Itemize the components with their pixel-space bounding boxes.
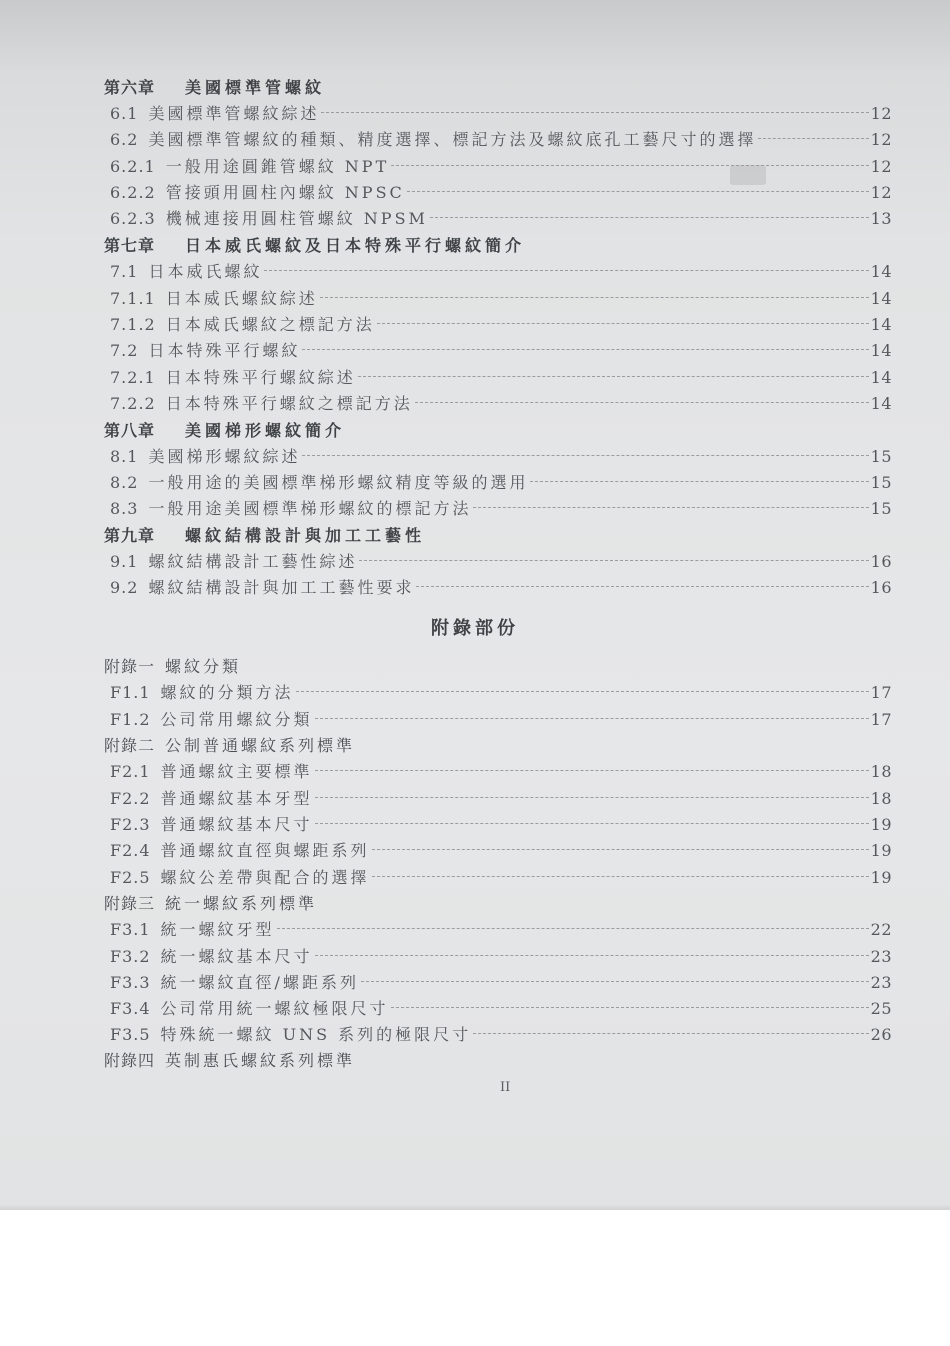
- entry-number: 附錄四: [104, 1051, 156, 1070]
- entry-page-number: 13: [870, 209, 892, 228]
- toc-entry: [110, 313, 892, 337]
- toc-entry: [110, 576, 892, 600]
- chapter-heading: [104, 76, 604, 100]
- entry-title: 公制普通螺紋系列標準: [165, 736, 356, 755]
- entry-page-number: 16: [870, 578, 892, 597]
- entry-page-number: 12: [870, 130, 892, 149]
- entry-page-number: 19: [870, 868, 892, 887]
- entry-number: F1.2: [110, 710, 151, 729]
- entry-page-number: 26: [870, 1025, 892, 1044]
- entry-number: 第六章: [104, 78, 156, 97]
- dot-leader: [321, 112, 868, 113]
- entry-title: 日本威氏螺紋之標記方法: [165, 315, 375, 334]
- entry-page-number: 22: [870, 920, 892, 939]
- toc-entry: [110, 155, 892, 179]
- dot-leader: [302, 349, 868, 350]
- entry-page-number: 14: [870, 315, 892, 334]
- entry-title: 一般用途的美國標準梯形螺紋精度等級的選用: [148, 473, 529, 492]
- entry-page-number: 14: [870, 394, 892, 413]
- entry-title: 日本威氏螺紋及日本特殊平行螺紋簡介: [185, 236, 526, 255]
- appendix-heading: [104, 734, 604, 758]
- dot-leader: [315, 823, 869, 824]
- chapter-heading: [104, 524, 604, 548]
- entry-number: F2.2: [110, 789, 151, 808]
- dot-leader: [473, 1033, 868, 1034]
- dot-leader: [372, 876, 869, 877]
- toc-entry: [110, 787, 892, 811]
- entry-title: 普通螺紋直徑與螺距系列: [160, 841, 370, 860]
- entry-number: 7.1.1: [110, 289, 156, 308]
- dot-leader: [407, 191, 869, 192]
- toc-entry: [110, 181, 892, 205]
- chapter-heading: [104, 419, 604, 443]
- entry-page-number: 17: [870, 710, 892, 729]
- dot-leader: [416, 586, 868, 587]
- toc-entry: [110, 1023, 892, 1047]
- toc-entry: [110, 339, 892, 363]
- chapter-heading: [104, 234, 604, 258]
- entry-number: F2.4: [110, 841, 151, 860]
- dot-leader: [315, 955, 869, 956]
- entry-page-number: 19: [870, 841, 892, 860]
- toc-entry: [110, 971, 892, 995]
- entry-title: 統一螺紋牙型: [160, 920, 275, 939]
- entry-page-number: 17: [870, 683, 892, 702]
- toc-entry: [110, 102, 892, 126]
- appendix-heading: [104, 1049, 604, 1073]
- entry-number: 第七章: [104, 236, 156, 255]
- entry-title: 英制惠氏螺紋系列標準: [165, 1051, 356, 1070]
- entry-number: 7.1: [110, 262, 139, 281]
- entry-number: 第八章: [104, 421, 156, 440]
- toc-entry: [110, 839, 892, 863]
- entry-page-number: 23: [870, 973, 892, 992]
- entry-title: 螺紋結構設計與加工工藝性: [185, 526, 426, 545]
- entry-page-number: 12: [870, 104, 892, 123]
- dot-leader: [473, 507, 868, 508]
- entry-number: F3.2: [110, 947, 151, 966]
- entry-number: 附錄三: [104, 894, 156, 913]
- toc-entry: [110, 471, 892, 495]
- entry-number: 6.2: [110, 130, 139, 149]
- entry-title: 美國梯形螺紋簡介: [185, 421, 346, 440]
- dot-leader: [277, 928, 869, 929]
- entry-number: F3.1: [110, 920, 151, 939]
- toc-entry: [110, 497, 892, 521]
- entry-page-number: 25: [870, 999, 892, 1018]
- entry-title: 特殊統一螺紋 UNS 系列的極限尺寸: [160, 1025, 472, 1044]
- entry-number: 7.2.2: [110, 394, 156, 413]
- entry-title: 一般用途圓錐管螺紋 NPT: [165, 157, 390, 176]
- entry-number: 9.1: [110, 552, 139, 571]
- entry-number: 附錄二: [104, 736, 156, 755]
- entry-title: 日本特殊平行螺紋之標記方法: [165, 394, 413, 413]
- entry-page-number: 19: [870, 815, 892, 834]
- entry-title: 美國標準管螺紋綜述: [148, 104, 320, 123]
- entry-title: 管接頭用圓柱內螺紋 NPSC: [165, 183, 405, 202]
- entry-number: F3.3: [110, 973, 151, 992]
- dot-leader: [320, 297, 869, 298]
- entry-number: F2.5: [110, 868, 151, 887]
- entry-title: 美國梯形螺紋綜述: [148, 447, 301, 466]
- entry-page-number: 14: [870, 341, 892, 360]
- entry-number: 8.1: [110, 447, 139, 466]
- toc-entry: [110, 207, 892, 231]
- dot-leader: [758, 138, 868, 139]
- entry-page-number: 15: [870, 473, 892, 492]
- entry-number: 9.2: [110, 578, 139, 597]
- dot-leader: [302, 455, 868, 456]
- entry-title: 日本威氏螺紋: [148, 262, 263, 281]
- entry-title: 日本威氏螺紋綜述: [165, 289, 318, 308]
- dot-leader: [415, 402, 869, 403]
- entry-page-number: 15: [870, 447, 892, 466]
- entry-page-number: 12: [870, 157, 892, 176]
- toc-entry: [110, 813, 892, 837]
- appendix-heading: [104, 892, 604, 916]
- toc-entry: [110, 392, 892, 416]
- entry-title: 螺紋公差帶與配合的選擇: [160, 868, 370, 887]
- toc-entry: [110, 260, 892, 284]
- entry-number: 7.1.2: [110, 315, 156, 334]
- toc-entry: [110, 866, 892, 890]
- entry-title: 螺紋結構設計工藝性綜述: [148, 552, 358, 571]
- entry-number: F1.1: [110, 683, 151, 702]
- entry-title: 統一螺紋系列標準: [165, 894, 318, 913]
- toc-entry: [110, 128, 892, 152]
- entry-page-number: 18: [870, 789, 892, 808]
- entry-number: F3.5: [110, 1025, 151, 1044]
- toc-entry: [110, 287, 892, 311]
- entry-title: 統一螺紋直徑/螺距系列: [160, 973, 359, 992]
- toc-entry: [110, 945, 892, 969]
- dot-leader: [372, 849, 869, 850]
- entry-number: F2.3: [110, 815, 151, 834]
- entry-page-number: 14: [870, 262, 892, 281]
- entry-number: 6.2.3: [110, 209, 156, 228]
- toc-entry: [110, 997, 892, 1021]
- dot-leader: [315, 718, 869, 719]
- toc-entry: [110, 366, 892, 390]
- entry-title: 螺紋結構設計與加工工藝性要求: [148, 578, 415, 597]
- dot-leader: [359, 560, 868, 561]
- toc-entry: [110, 918, 892, 942]
- entry-number: 8.3: [110, 499, 139, 518]
- entry-number: 6.2.2: [110, 183, 156, 202]
- dot-leader: [315, 797, 869, 798]
- entry-page-number: 15: [870, 499, 892, 518]
- entry-number: 7.2.1: [110, 368, 156, 387]
- dot-leader: [315, 770, 869, 771]
- toc-entry: [110, 681, 892, 705]
- dot-leader: [430, 217, 869, 218]
- entry-page-number: 14: [870, 289, 892, 308]
- dot-leader: [358, 376, 869, 377]
- toc-entry: [110, 760, 892, 784]
- entry-title: 普通螺紋基本尺寸: [160, 815, 313, 834]
- appendix-heading: [104, 655, 604, 679]
- entry-title: 螺紋分類: [165, 657, 242, 676]
- entry-title: 美國標準管螺紋的種類、精度選擇、標記方法及螺紋底孔工藝尺寸的選擇: [148, 130, 757, 149]
- entry-title: 公司常用螺紋分類: [160, 710, 313, 729]
- entry-title: 螺紋的分類方法: [160, 683, 294, 702]
- entry-number: F3.4: [110, 999, 151, 1018]
- entry-title: 一般用途美國標準梯形螺紋的標記方法: [148, 499, 472, 518]
- entry-title: 日本特殊平行螺紋綜述: [165, 368, 356, 387]
- toc-entry: [110, 708, 892, 732]
- dot-leader: [391, 165, 868, 166]
- entry-number: F2.1: [110, 762, 151, 781]
- entry-number: 附錄一: [104, 657, 156, 676]
- dot-leader: [264, 270, 868, 271]
- toc-entry: [110, 445, 892, 469]
- entry-page-number: 23: [870, 947, 892, 966]
- page-number: II: [500, 1080, 511, 1095]
- entry-page-number: 18: [870, 762, 892, 781]
- entry-page-number: 16: [870, 552, 892, 571]
- entry-number: 6.1: [110, 104, 139, 123]
- entry-title: 日本特殊平行螺紋: [148, 341, 301, 360]
- entry-page-number: 12: [870, 183, 892, 202]
- dot-leader: [361, 981, 869, 982]
- dot-leader: [391, 1007, 869, 1008]
- dot-leader: [530, 481, 868, 482]
- entry-number: 8.2: [110, 473, 139, 492]
- entry-page-number: 14: [870, 368, 892, 387]
- entry-title: 普通螺紋主要標準: [160, 762, 313, 781]
- dot-leader: [296, 691, 869, 692]
- entry-number: 6.2.1: [110, 157, 156, 176]
- entry-number: 第九章: [104, 526, 156, 545]
- entry-number: 7.2: [110, 341, 139, 360]
- appendix-section-title: 附錄部份: [431, 618, 519, 639]
- entry-title: 普通螺紋基本牙型: [160, 789, 313, 808]
- entry-title: 機械連接用圓柱管螺紋 NPSM: [165, 209, 428, 228]
- dot-leader: [377, 323, 869, 324]
- entry-title: 統一螺紋基本尺寸: [160, 947, 313, 966]
- entry-title: 美國標準管螺紋: [185, 78, 326, 97]
- toc-entry: [110, 550, 892, 574]
- entry-title: 公司常用統一螺紋極限尺寸: [160, 999, 389, 1018]
